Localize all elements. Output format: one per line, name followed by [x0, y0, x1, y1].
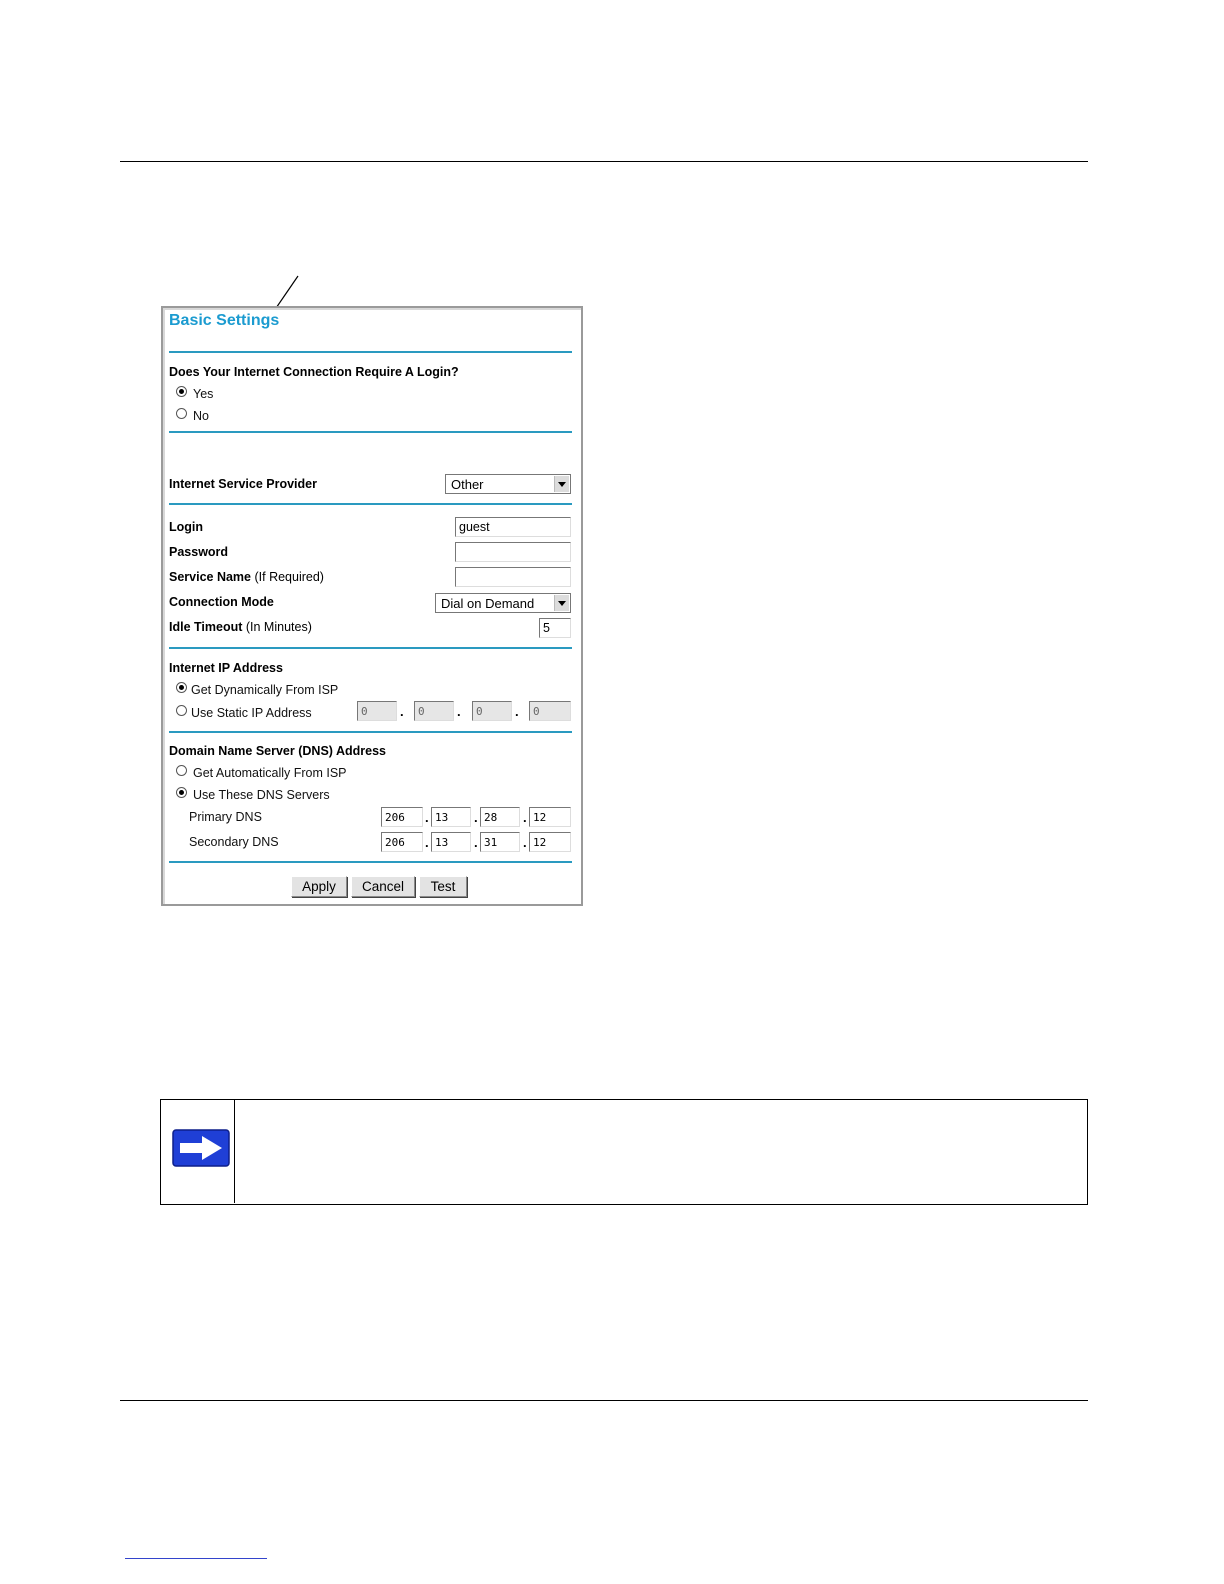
idle-timeout-label: [169, 620, 312, 634]
note-divider: [234, 1100, 235, 1203]
secondary-dns-label: Secondary DNS: [189, 835, 279, 849]
ip-dynamic-label: Get Dynamically From ISP: [191, 683, 339, 697]
connection-mode-select[interactable]: [435, 593, 571, 613]
octet-separator: .: [474, 810, 478, 825]
static-ip-octet[interactable]: 0: [472, 701, 512, 721]
login-label: Login: [169, 520, 204, 534]
primary-dns-octet[interactable]: 206: [381, 807, 423, 827]
footer-link-underline[interactable]: [125, 1558, 267, 1559]
chevron-down-icon[interactable]: [554, 476, 569, 492]
cancel-button[interactable]: Cancel: [351, 876, 415, 897]
divider: [169, 503, 572, 505]
octet-separator: .: [400, 704, 404, 719]
service-name-input[interactable]: [455, 567, 571, 587]
octet-separator: .: [457, 704, 461, 719]
octet-separator: .: [425, 835, 429, 850]
password-label: Password: [169, 545, 229, 559]
footer-rule: [120, 1400, 1088, 1401]
service-name-hint: (If Required): [254, 570, 324, 584]
primary-dns-octet[interactable]: 12: [529, 807, 571, 827]
ip-static-radio[interactable]: [176, 705, 187, 716]
dns-heading: Domain Name Server (DNS) Address: [169, 744, 386, 758]
idle-timeout-text: Idle Timeout: [169, 620, 243, 634]
dns-manual-radio[interactable]: [176, 787, 187, 798]
login-question: Does Your Internet Connection Require A Login?: [169, 365, 459, 379]
primary-dns-octet[interactable]: 28: [480, 807, 520, 827]
apply-button[interactable]: Apply: [291, 876, 347, 897]
login-yes-label: Yes: [193, 387, 214, 401]
service-name-label: [169, 570, 324, 584]
octet-separator: .: [474, 835, 478, 850]
dns-manual-label: Use These DNS Servers: [193, 788, 330, 802]
secondary-dns-octet[interactable]: 13: [431, 832, 471, 852]
login-yes-radio[interactable]: [176, 386, 187, 397]
static-ip-octet[interactable]: 0: [414, 701, 454, 721]
ip-dynamic-radio[interactable]: [176, 682, 187, 693]
panel-title: Basic Settings: [169, 312, 280, 329]
idle-timeout-hint: (In Minutes): [245, 620, 312, 634]
isp-select[interactable]: [445, 474, 571, 494]
divider: [169, 431, 572, 433]
login-input[interactable]: guest: [455, 517, 571, 537]
connection-mode-label: Connection Mode: [169, 595, 274, 609]
static-ip-octet[interactable]: 0: [357, 701, 397, 721]
secondary-dns-octet[interactable]: 31: [480, 832, 520, 852]
ip-address-heading: Internet IP Address: [169, 661, 283, 675]
octet-separator: .: [523, 835, 527, 850]
secondary-dns-octet[interactable]: 12: [529, 832, 571, 852]
idle-timeout-input[interactable]: 5: [539, 618, 571, 638]
octet-separator: .: [425, 810, 429, 825]
arrow-right-icon: [172, 1129, 230, 1167]
dns-auto-label: Get Automatically From ISP: [193, 766, 347, 780]
basic-settings-panel: [161, 306, 583, 906]
isp-select-value: Other: [451, 477, 484, 492]
service-name-text: Service Name: [169, 570, 252, 584]
connection-mode-value: Dial on Demand: [441, 596, 535, 611]
secondary-dns-octet[interactable]: 206: [381, 832, 423, 852]
octet-separator: .: [515, 704, 519, 719]
isp-label: Internet Service Provider: [169, 477, 317, 491]
login-no-label: No: [193, 409, 209, 423]
note-box: [160, 1099, 1088, 1205]
login-no-radio[interactable]: [176, 408, 187, 419]
primary-dns-octet[interactable]: 13: [431, 807, 471, 827]
chevron-down-icon[interactable]: [554, 595, 569, 611]
divider: [169, 861, 572, 863]
dns-auto-radio[interactable]: [176, 765, 187, 776]
octet-separator: .: [523, 810, 527, 825]
divider: [169, 731, 572, 733]
primary-dns-label: Primary DNS: [189, 810, 262, 824]
password-input[interactable]: [455, 542, 571, 562]
ip-static-label: Use Static IP Address: [191, 706, 312, 720]
static-ip-octet[interactable]: 0: [529, 701, 571, 721]
test-button[interactable]: Test: [419, 876, 467, 897]
divider: [169, 647, 572, 649]
divider: [169, 351, 572, 353]
